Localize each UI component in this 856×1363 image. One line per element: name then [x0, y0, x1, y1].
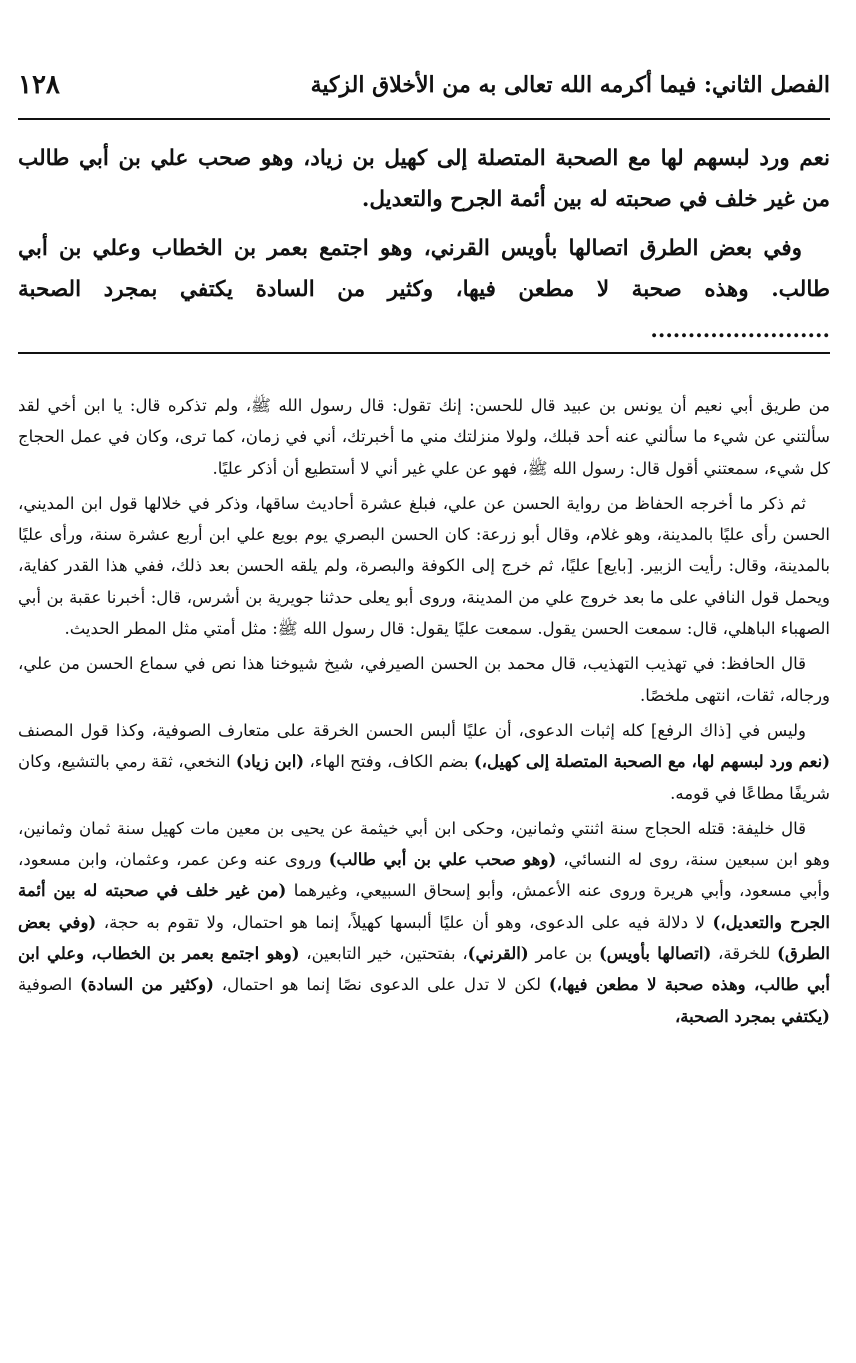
- quoted-matn: (وهو اجتمع بعمر بن الخطاب، وعلي ابن أبي طالب، وهذه صحبة لا مطعن فيها،): [18, 944, 830, 995]
- main-text: [18, 138, 830, 359]
- text-run: بن عامر: [528, 944, 599, 964]
- text-run: وليس في [ذاك الرفع] كله إثبات الدعوى، أن عليًا ألبس الحسن الخرقة على متعارف الصوفية، وكذا قول المصنف: [18, 720, 806, 740]
- commentary: [18, 390, 830, 1036]
- main-paragraph-2-text: وفي بعض الطرق اتصالها بأويس القرني، وهو اجتمع بعمر بن الخطاب وعلي بن أبي طالب. وهذه صحبة لا مطعن فيها، وكثير من السادة يكتفي بمجرد الصحبة: [18, 236, 830, 302]
- commentary-paragraph-1: من طريق أبي نعيم أن يونس بن عبيد قال للحسن: إنك تقول: قال رسول الله ﷺ، ولم تذكره قال: يا ابن أخي لقد سألتني عن شيء ما سألني عنه أحد قبلك، ولولا منزلتك مني ما أخبرتك، أني في زمان، كما ترى، وكان في عمل الحجاج كل شيء، سمعتني أقول قال: رسول الله ﷺ، فهو عن علي غير أني لا أستطيع أن أذكر عليًا.: [18, 396, 830, 478]
- commentary-paragraph-5: [18, 813, 830, 1032]
- text-run: لكن لا تدل على الدعوى نصًا إنما هو احتمال،: [213, 975, 549, 995]
- quoted-matn: (وكثير من السادة): [80, 975, 214, 995]
- page-header: [18, 60, 830, 110]
- quoted-matn: (القرني): [467, 944, 529, 964]
- text-run: لا دلالة فيه على الدعوى، وهو أن عليًا ألبسها كهيلاً، إنما هو احتمال، ولا تقوم به حجة،: [96, 912, 713, 932]
- main-paragraph-2: [18, 228, 830, 351]
- text-run: للخرقة،: [711, 944, 778, 964]
- text-run: بضم الكاف، وفتح الهاء،: [304, 752, 474, 772]
- commentary-paragraph-3: قال الحافظ: في تهذيب التهذيب، قال محمد بن الحسن الصيرفي، شيخ شيوخنا هذا نص في سماع الحسن من علي، ورجاله، ثقات، انتهى ملخصًا.: [18, 654, 830, 705]
- commentary-paragraph-2: ثم ذكر ما أخرجه الحفاظ من رواية الحسن عن علي، فبلغ عشرة أحاديث ساقها، وذكر في خلالها قول ابن المديني، الحسن رأى عليًا بالمدينة، وهو غلام، وقال أبو زرعة: كان الحسن البصري يوم بويع علي ابن أربع عشرة سنة، ورأى عليًا بالمدينة، وقال: رأيت الزبير. [بايع] عليًا، ثم خرج إلى الكوفة والبصرة، ولم يلقه الحسن بعد ذلك، ففي هذا القدر كفاية، ويحمل قول النافي على ما بعد خروج علي من المدينة، وروى أبو يعلى حدثنا جويرية بن أشرس، قال: أخبرنا عقبة بن أبي الصهباء الباهلي، قال: سمعت الحسن يقول. سمعت عليًا يقول: قال رسول الله ﷺ: مثل أمتي مثل المطر الحديث.: [18, 493, 830, 639]
- text-run: وروى عنه وعن عمر، وعثمان، وابن مسعود، وأبي مسعود، وأبي هريرة وروى عنه الأعمش، وأبو إسحاق السبيعي، وغيرهما: [18, 850, 830, 901]
- quoted-matn: (ابن زياد): [235, 752, 305, 772]
- quoted-matn: (من غير خلف في صحبته له بين أئمة الجرح والتعديل،): [18, 881, 830, 932]
- main-paragraph-1: نعم ورد لبسهم لها مع الصحبة المتصلة إلى كهيل بن زياد، وهو صحب علي بن أبي طالب من غير خلف في صحبته له بين أئمة الجرح والتعديل.: [18, 146, 830, 212]
- commentary-paragraph-4: [18, 715, 830, 809]
- header-rule: [18, 118, 830, 120]
- text-run: ، بفتحتين، خير التابعين،: [299, 944, 468, 964]
- text-run: الصوفية: [18, 975, 80, 995]
- text-run: النخعي، ثقة رمي بالتشيع، وكان شريفًا مطاعًا في قومه.: [18, 752, 830, 803]
- continuation-dots: ........................: [650, 318, 830, 343]
- quoted-matn: (اتصالها بأويس): [599, 944, 712, 964]
- quoted-matn: (نعم ورد لبسهم لها، مع الصحبة المتصلة إلى كهيل،): [473, 752, 831, 772]
- quoted-matn: (وهو صحب علي بن أبي طالب): [328, 850, 557, 870]
- footnote-separator: [18, 352, 830, 354]
- quoted-matn: (وفي بعض الطرق): [18, 912, 831, 964]
- page-number: ١٢٨: [18, 70, 60, 100]
- quoted-matn: (يكتفي بمجرد الصحبة،: [674, 1006, 830, 1026]
- chapter-title: الفصل الثاني: فيما أكرمه الله تعالى به من الأخلاق الزكية: [310, 72, 830, 98]
- text-run: قال خليفة: قتله الحجاج سنة اثنتي وثمانين، وحكى ابن أبي خيثمة عن يحيى بن معين مات كهيل سنة ثمان وثمانين، وهو ابن سبعين سنة، روى له النسائي،: [18, 818, 830, 870]
